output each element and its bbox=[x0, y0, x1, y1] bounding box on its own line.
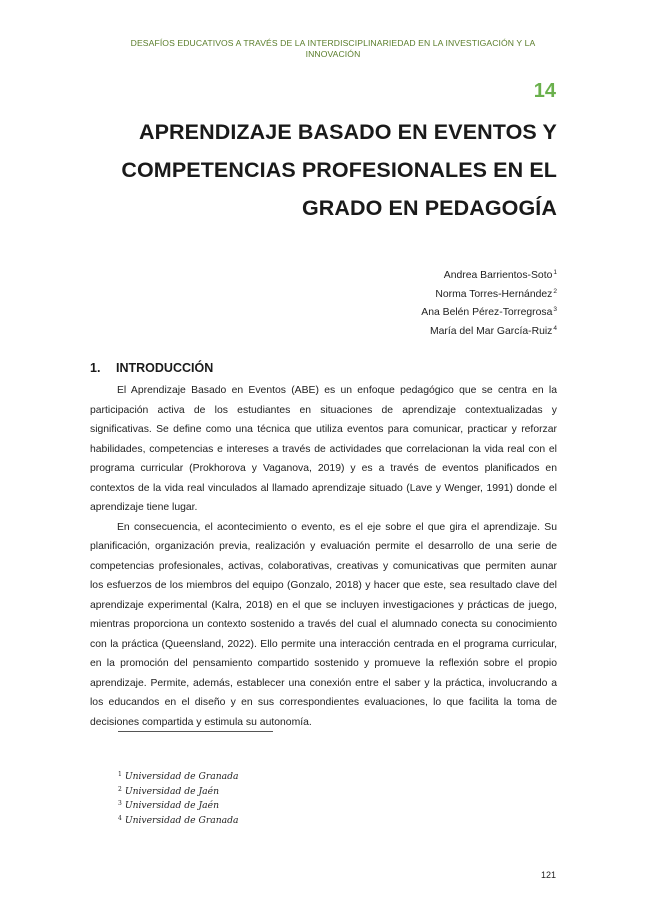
footnote-ref: 3 bbox=[118, 800, 122, 807]
running-header-line-2: INNOVACIÓN bbox=[305, 49, 361, 59]
chapter-title bbox=[108, 113, 557, 227]
author-affiliation-ref: 1 bbox=[553, 269, 557, 276]
page-number: 121 bbox=[540, 870, 556, 880]
chapter-title-line-1: APRENDIZAJE BASADO EN EVENTOS Y bbox=[138, 120, 557, 144]
author-entry bbox=[421, 321, 557, 340]
section-number: 1. bbox=[90, 361, 101, 375]
footnote bbox=[118, 769, 238, 784]
body-text bbox=[90, 381, 557, 732]
chapter-title-line-3: GRADO EN PEDAGOGÍA bbox=[301, 196, 557, 220]
author-entry bbox=[421, 302, 557, 321]
footnote-text: Universidad de Granada bbox=[124, 771, 239, 782]
footnote-ref: 2 bbox=[118, 785, 122, 793]
author-name: Norma Torres-Hernández bbox=[435, 288, 553, 300]
body-paragraph: En consecuencia, el acontecimiento o evento, es el eje sobre el que gira el aprendizaje. Su planificación, organización previa, realización y evaluación permite el desarrollo de una serie de competencias profesionales, activas, colaborativas, creativas y comunicativas que permiten aunar los esfuerzos de los miembros del equipo (Gonzalo, 2018) y hacer que este, sea resultado clave del aprendizaje experimental (Kalra, 2018) en el que se incluyen investigaciones y prácticas de juego, mientras proporciona un contexto sostenido a través del cual el alumnado conecta su conocimiento con la práctica (Queensland, 2022). Ello permite una interacción centrada en el programa curricular, en la promoción del pensamiento compartido sostenido y promueve la reflexión sobre el propio aprendizaje. Permite, además, establecer una conexión entre el saber y la práctica, involucrando a los educandos en el diseño y en sus correspondientes evaluaciones, lo que facilita la toma de decisiones compartida y estimula su autonomía. bbox=[90, 521, 557, 728]
footnote-separator bbox=[118, 731, 273, 732]
author-affiliation-ref: 4 bbox=[553, 324, 557, 332]
section-title: INTRODUCCIÓN bbox=[116, 361, 214, 375]
section-heading bbox=[90, 361, 213, 375]
author-affiliation-ref: 3 bbox=[553, 306, 557, 313]
footnote bbox=[118, 784, 238, 799]
body-paragraph: El Aprendizaje Basado en Eventos (ABE) es un enfoque pedagógico que se centra en la participación activa de los estudiantes en situaciones de aprendizaje contextualizadas y significativas. Se define como una técnica que utiliza eventos para comunicar, practicar y reforzar habilidades, competencias e intereses a través de actividades que correlacionan la vida real con el programa curricular (Prokhorova y Vaganova, 2019) y es a través de eventos planificados en contextos de la vida real vinculados al llamado aprendizaje situado (Lave y Wenger, 1991) donde el aprendizaje tiene lugar. bbox=[90, 385, 557, 513]
author-name: Ana Belén Pérez-Torregrosa bbox=[421, 307, 553, 318]
chapter-number: 14 bbox=[533, 80, 556, 102]
footnote-ref: 4 bbox=[118, 814, 122, 822]
author-name: María del Mar García-Ruiz bbox=[429, 325, 553, 337]
author-affiliation-ref: 2 bbox=[553, 287, 557, 295]
author-name: Andrea Barrientos-Soto bbox=[443, 270, 553, 281]
footnote-ref: 1 bbox=[118, 771, 122, 778]
running-header bbox=[108, 38, 558, 60]
footnote-text: Universidad de Jaén bbox=[124, 785, 220, 797]
running-header-line-1: DESAFÍOS EDUCATIVOS A TRAVÉS DE LA INTERDISCIPLINARIEDAD EN LA INVESTIGACIÓN Y LA bbox=[130, 38, 536, 48]
author-list bbox=[421, 265, 557, 339]
footnote bbox=[118, 798, 238, 813]
footnote-text: Universidad de Jaén bbox=[124, 800, 220, 811]
author-entry bbox=[421, 265, 557, 284]
footnotes bbox=[118, 769, 238, 827]
footnote bbox=[118, 813, 238, 828]
footnote-text: Universidad de Granada bbox=[124, 814, 239, 826]
chapter-title-line-2: COMPETENCIAS PROFESIONALES EN EL bbox=[121, 158, 557, 182]
author-entry bbox=[421, 284, 557, 303]
